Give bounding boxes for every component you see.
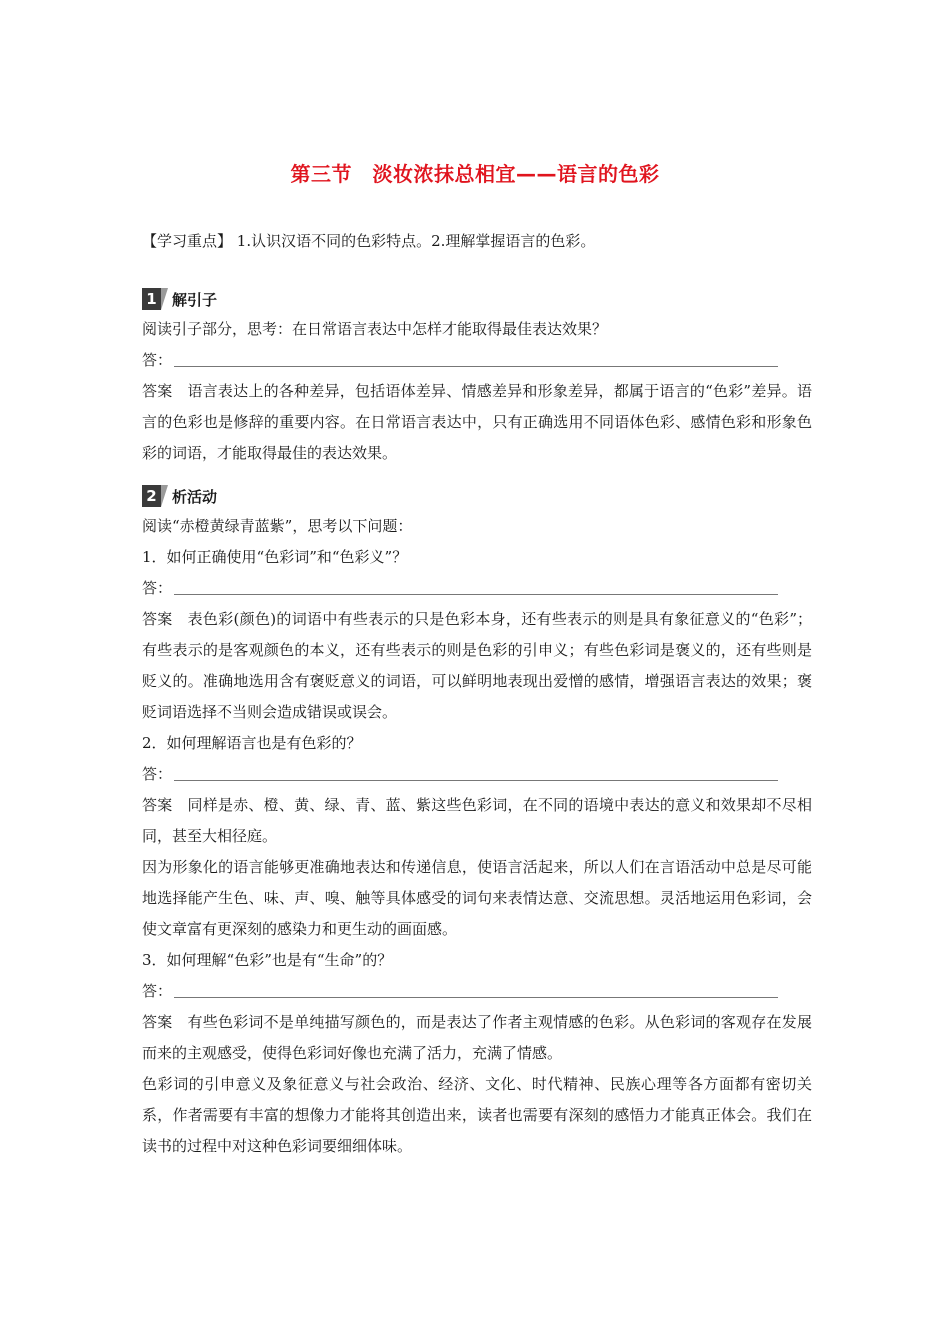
document-body: [142, 226, 812, 1162]
section-1-heading: [142, 284, 812, 314]
answer-blank-2[interactable]: [142, 573, 812, 604]
section-2-number: 2: [142, 485, 161, 507]
focus-text: 1.认识汉语不同的色彩特点。2.理解掌握语言的色彩。: [232, 232, 596, 250]
focus-tag: 【学习重点】: [142, 232, 233, 250]
section-1-question: 阅读引子部分，思考：在日常语言表达中怎样才能取得最佳表达效果？: [142, 320, 608, 338]
answer-rule: [174, 780, 778, 781]
answer-blank-3[interactable]: [142, 759, 812, 790]
section-1-answer: 答案 语言表达上的各种差异，包括语体差异、情感差异和形象差异，都属于语言的“色彩”差异。语言的色彩也是修辞的重要内容。在日常语言表达中，只有正确选用不同语体色彩、感情色彩和形象色彩的词语，才能取得最佳的表达效果。: [142, 382, 812, 462]
answer-prompt: 答：: [142, 579, 173, 597]
answer-rule: [174, 997, 778, 998]
question-3: 3．如何理解“色彩”也是有“生命”的？: [142, 951, 393, 969]
answer-label: 答案: [142, 382, 173, 400]
section-1-number: 1: [142, 288, 161, 310]
answer-prompt: 答：: [142, 982, 173, 1000]
section-2-intro: 阅读“赤橙黄绿青蓝紫”，思考以下问题：: [142, 517, 413, 535]
question-1: 1．如何正确使用“色彩词”和“色彩义”？: [142, 548, 408, 566]
answer-prompt: 答：: [142, 351, 173, 369]
badge-slant: [161, 485, 168, 507]
section-2-badge: [142, 485, 168, 507]
badge-slant: [161, 288, 168, 310]
answer-label: 答案: [142, 610, 173, 628]
section-2-title: 析活动: [172, 487, 218, 506]
section-1-title: 解引子: [172, 290, 218, 309]
answer-label: 答案: [142, 1013, 173, 1031]
question-2: 2．如何理解语言也是有色彩的？: [142, 734, 362, 752]
page-title: 第三节 淡妆浓抹总相宜——语言的色彩: [290, 162, 660, 186]
answer-blank-4[interactable]: [142, 976, 812, 1007]
answer-rule: [174, 594, 778, 595]
answer-2-continued: 因为形象化的语言能够更准确地表达和传递信息，使语言活起来，所以人们在言语活动中总是尽可能地选择能产生色、味、声、嗅、触等具体感受的词句来表情达意、交流思想。灵活地运用色彩词，会使文章富有更深刻的感染力和更生动的画面感。: [142, 858, 812, 938]
answer-1: 答案 表色彩(颜色)的词语中有些表示的只是色彩本身，还有些表示的则是具有象征意义的“色彩”；有些表示的是客观颜色的本义，还有些表示的则是色彩的引申义；有些色彩词是褒义的，还有些则是贬义的。准确地选用含有褒贬意义的词语，可以鲜明地表现出爱憎的感情，增强语言表达的效果；褒贬词语选择不当则会造成错误或误会。: [142, 610, 812, 721]
section-2-heading: [142, 481, 812, 511]
answer-blank-1[interactable]: [142, 345, 812, 376]
answer-rule: [174, 366, 778, 367]
answer-label: 答案: [142, 796, 173, 814]
answer-prompt: 答：: [142, 765, 173, 783]
section-1-badge: [142, 288, 168, 310]
learning-focus: [142, 226, 812, 257]
answer-3: 答案 有些色彩词不是单纯描写颜色的，而是表达了作者主观情感的色彩。从色彩词的客观存在发展而来的主观感受，使得色彩词好像也充满了活力，充满了情感。: [142, 1013, 812, 1062]
answer-3-continued: 色彩词的引申意义及象征意义与社会政治、经济、文化、时代精神、民族心理等各方面都有密切关系，作者需要有丰富的想像力才能将其创造出来，读者也需要有深刻的感悟力才能真正体会。我们在读书的过程中对这种色彩词要细细体味。: [142, 1075, 812, 1155]
answer-2: 答案 同样是赤、橙、黄、绿、青、蓝、紫这些色彩词，在不同的语境中表达的意义和效果却不尽相同，甚至大相径庭。: [142, 796, 812, 845]
